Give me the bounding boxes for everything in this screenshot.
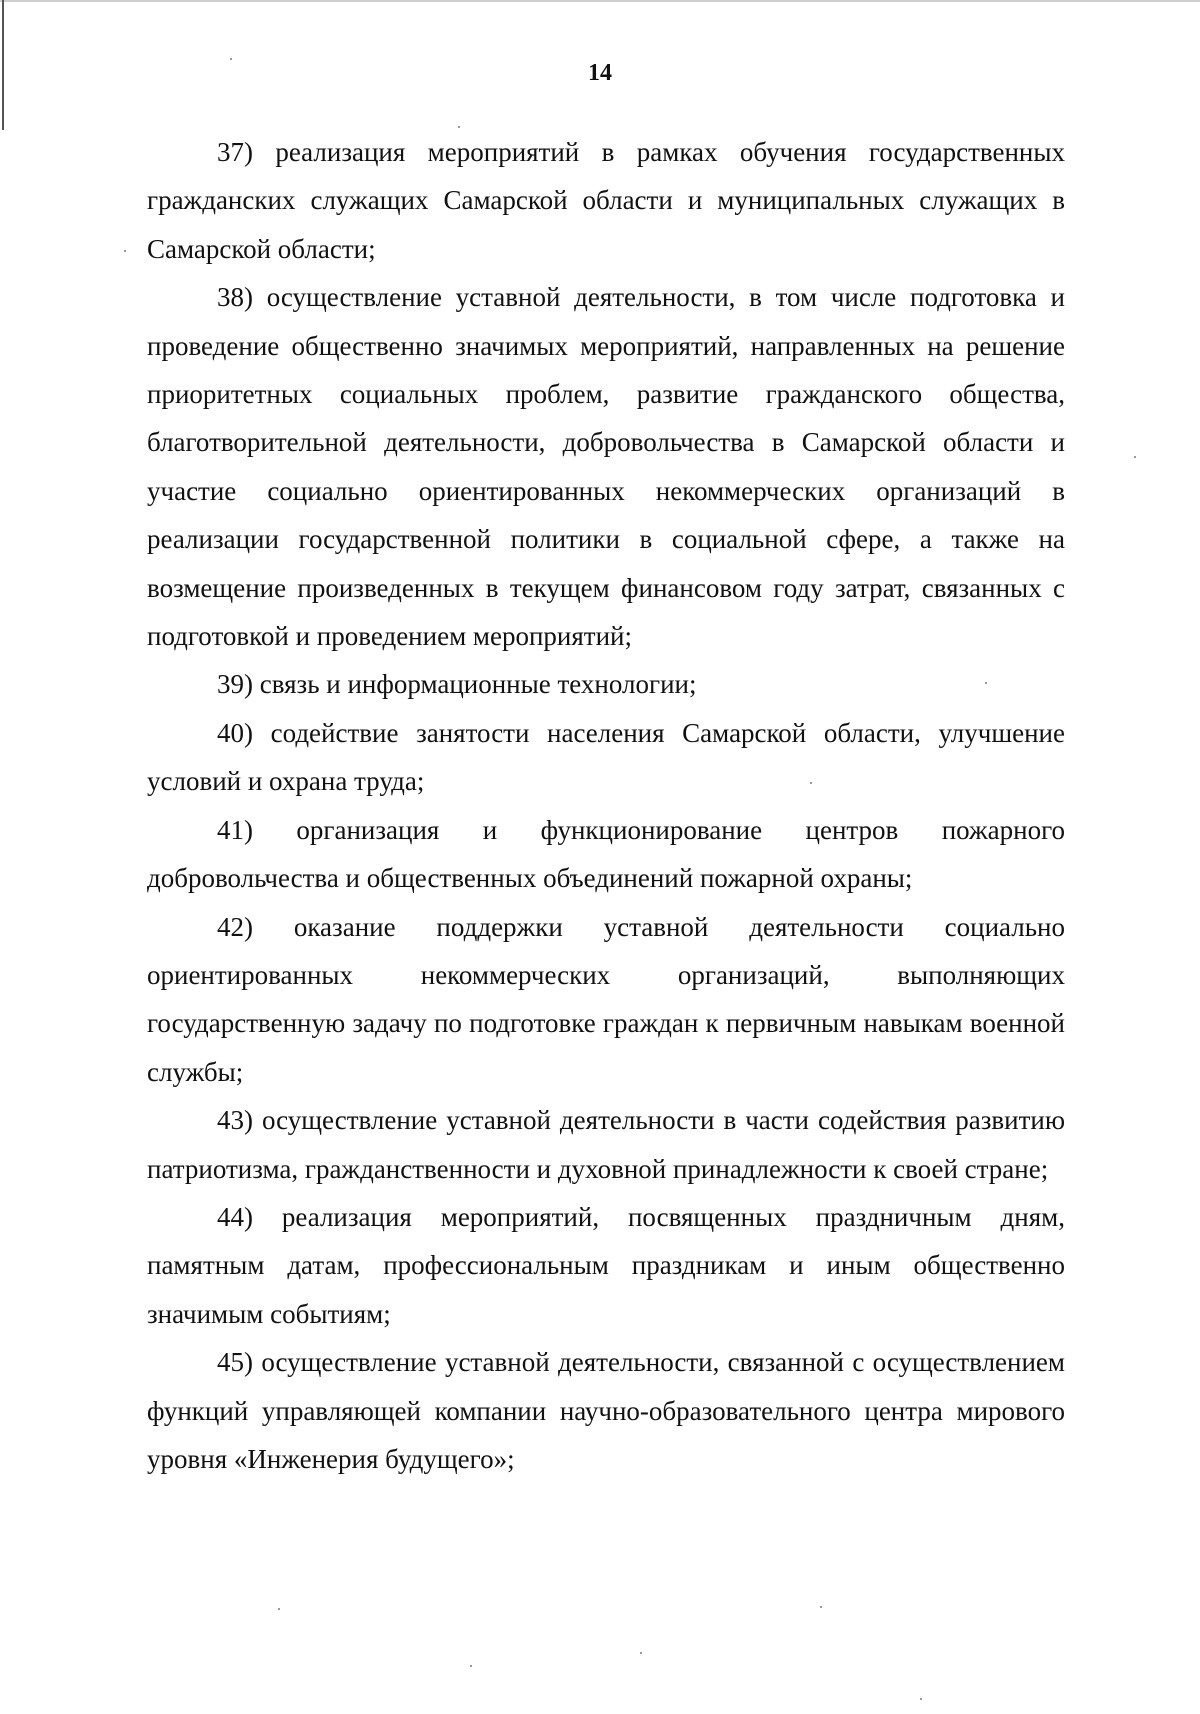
scan-speck	[810, 782, 812, 784]
scan-speck	[458, 126, 460, 128]
list-item: 44) реализация мероприятий, посвященных праздничным дням, памятным датам, профессиональным праздникам и иным общественно значимым событиям;	[147, 1201, 1065, 1329]
scan-speck	[230, 58, 232, 60]
page-number: 14	[588, 60, 612, 86]
scan-speck	[278, 1608, 280, 1610]
scan-speck	[985, 682, 987, 684]
list-item: 38) осуществление уставной деятельности, в том числе подготовка и проведение общественно значимых мероприятий, направленных на решение приоритетных социальных проблем, развитие гражданского общества, благотворительной деятельности, добровольчества в Самарской области и участие социально ориентированных некоммерческих организаций в реализации государственной политики в социальной сфере, а также на возмещение произведенных в текущем финансовом году затрат, связанных с подготовкой и проведением мероприятий;	[147, 282, 1065, 652]
list-item: 45) осуществление уставной деятельности, связанной с осуществлением функций управляющей компании научно-образовательного центра мирового уровня «Инженерия будущего»;	[147, 1347, 1065, 1474]
scan-speck	[820, 1606, 822, 1608]
list-item: 37) реализация мероприятий в рамках обучения государственных гражданских служащих Самарской области и муниципальных служащих в Самарской области;	[147, 137, 1065, 264]
list-item: 42) оказание поддержки уставной деятельности социально ориентированных некоммерческих организаций, выполняющих государственную задачу по подготовке граждан к первичным навыкам военной службы;	[147, 911, 1065, 1087]
scan-speck	[470, 1665, 472, 1667]
list-item: 43) осуществление уставной деятельности в части содействия развитию патриотизма, гражданственности и духовной принадлежности к своей стране;	[147, 1105, 1065, 1184]
scan-speck	[124, 250, 126, 252]
list-item: 41) организация и функционирование центров пожарного добровольчества и общественных объединений пожарной охраны;	[147, 814, 1065, 894]
document-body	[147, 128, 1065, 1483]
list-item: 40) содействие занятости населения Самарской области, улучшение условий и охрана труда;	[147, 717, 1065, 797]
list-item: 39) связь и информационные технологии;	[217, 669, 697, 700]
scan-speck	[640, 1652, 642, 1654]
scan-speck	[920, 1698, 922, 1700]
scan-speck	[1134, 456, 1136, 458]
scan-edge-top	[0, 0, 1200, 2]
